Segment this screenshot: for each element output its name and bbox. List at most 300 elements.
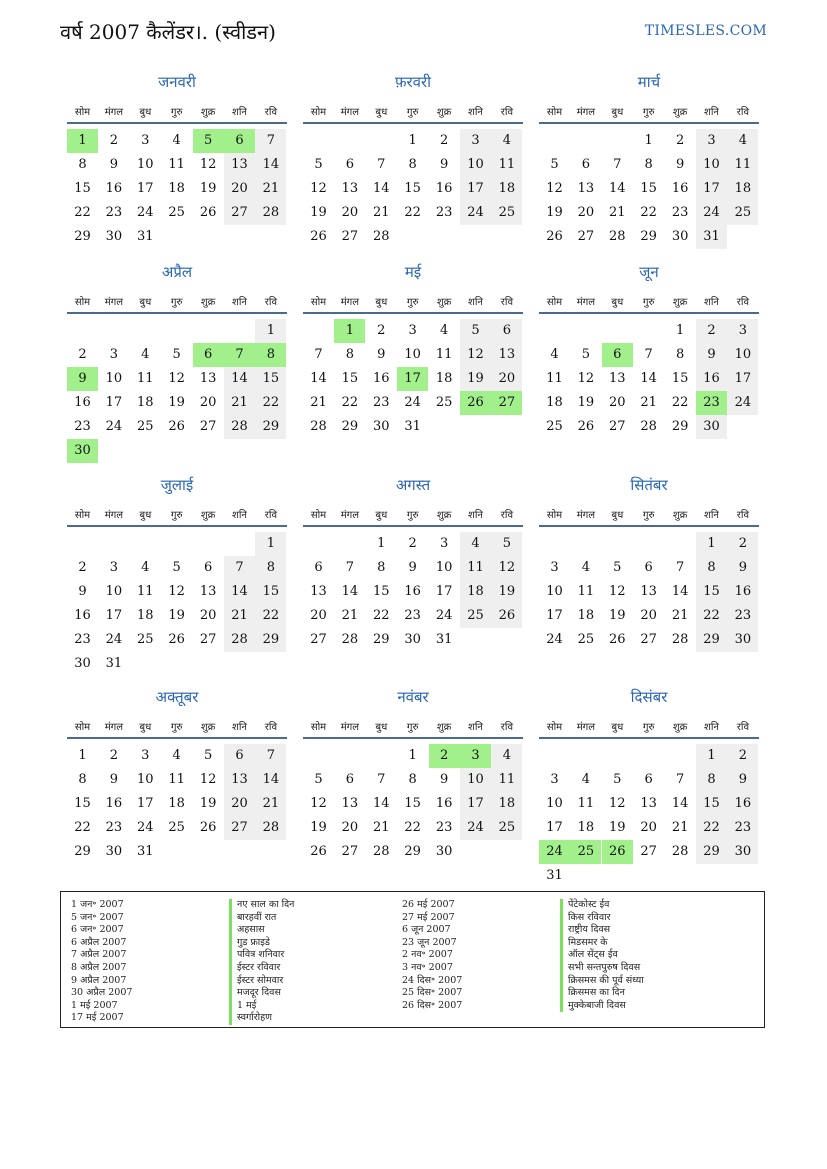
day-cell: 11 [435, 347, 453, 362]
day-cell: 12 [546, 181, 563, 196]
day-cell: 10 [696, 153, 727, 177]
weekday-header: शुक्र [672, 107, 688, 118]
day-cell: 12 [609, 796, 626, 811]
day-cell: 14 [310, 371, 327, 386]
day-cell: 8 [78, 157, 87, 172]
holiday-day-cell: 17 [397, 367, 428, 391]
day-cell: 20 [224, 177, 255, 201]
day-cell: 3 [141, 748, 150, 763]
weekday-header: शुक्र [200, 297, 216, 308]
day-cell: 1 [408, 748, 417, 763]
day-cell: 1 [644, 133, 653, 148]
weekday-header: शनि [232, 107, 247, 118]
weekday-header: बुध [139, 107, 152, 118]
weekday-header: शनि [704, 722, 719, 733]
day-cell: 15 [74, 796, 91, 811]
weekday-header: शुक्र [436, 107, 452, 118]
weekday-header: शनि [704, 510, 719, 521]
day-cell: 17 [137, 181, 154, 196]
weekday-header: रवि [264, 510, 278, 521]
day-cell: 5 [491, 532, 522, 556]
day-cell: 11 [168, 157, 185, 172]
day-cell: 3 [727, 319, 758, 343]
weekday-header: गुरु [170, 297, 183, 308]
day-cell: 8 [696, 768, 727, 792]
day-cell: 31 [696, 225, 727, 249]
day-cell: 8 [345, 347, 355, 362]
weekday-header: रवि [736, 722, 750, 733]
weekday-header: शुक्र [200, 510, 216, 521]
weekday-header: बुध [611, 297, 624, 308]
day-cell: 13 [341, 181, 359, 196]
day-cell: 8 [78, 772, 87, 787]
day-cell: 14 [373, 181, 390, 196]
holiday-day-cell: 3 [460, 744, 491, 768]
weekday-header: बुध [139, 510, 152, 521]
weekday-header: रवि [500, 722, 514, 733]
day-cell: 20 [224, 792, 255, 816]
day-cell: 28 [640, 419, 657, 434]
day-cell: 13 [224, 768, 255, 792]
day-cell: 25 [727, 201, 758, 225]
day-cell: 10 [105, 584, 123, 599]
day-cell: 24 [404, 395, 421, 410]
day-cell: 22 [404, 820, 421, 835]
month-name: अप्रैल [161, 263, 193, 281]
day-cell: 12 [460, 343, 491, 367]
holiday-day-cell: 6 [193, 343, 224, 367]
day-cell: 19 [199, 181, 217, 196]
day-cell: 31 [137, 844, 154, 859]
holiday-date: 26 मई 2007 [402, 899, 455, 910]
day-cell: 19 [168, 395, 185, 410]
weekday-header: मंगल [576, 107, 596, 118]
day-cell: 8 [408, 157, 417, 172]
day-cell: 6 [581, 157, 591, 172]
weekday-header: गुरु [406, 107, 419, 118]
month-name: मार्च [637, 73, 661, 91]
weekday-header: मंगल [576, 510, 596, 521]
day-cell: 10 [460, 768, 491, 792]
day-cell: 20 [640, 820, 657, 835]
day-cell: 30 [696, 415, 727, 439]
day-cell: 1 [255, 319, 286, 343]
day-cell: 13 [199, 584, 217, 599]
day-cell: 23 [373, 395, 390, 410]
day-cell: 16 [727, 792, 758, 816]
weekday-header: रवि [500, 297, 514, 308]
day-cell: 7 [255, 744, 286, 768]
day-cell: 5 [203, 748, 213, 763]
day-cell: 29 [640, 229, 657, 244]
weekday-header: सोम [74, 722, 91, 733]
day-cell: 14 [671, 584, 689, 599]
day-cell: 16 [671, 181, 689, 196]
day-cell: 23 [105, 205, 123, 220]
day-cell: 18 [137, 608, 154, 623]
month-name: जुलाई [160, 476, 194, 494]
day-cell: 20 [640, 608, 657, 623]
holiday-date: 23 जून 2007 [402, 936, 457, 948]
day-cell: 7 [377, 157, 386, 172]
day-cell: 4 [172, 133, 181, 148]
holiday-day-cell: 26 [460, 391, 491, 415]
day-cell: 13 [310, 584, 327, 599]
day-cell: 6 [314, 560, 323, 575]
weekday-header: शनि [232, 722, 247, 733]
day-cell: 19 [199, 796, 217, 811]
holiday-day-cell: 1 [67, 129, 98, 153]
day-cell: 14 [224, 580, 255, 604]
day-cell: 8 [644, 157, 653, 172]
day-cell: 10 [460, 153, 491, 177]
day-cell: 30 [727, 840, 758, 864]
day-cell: 11 [577, 584, 595, 599]
month-name: फ़रवरी [394, 73, 432, 91]
header-rule [539, 525, 759, 527]
day-cell: 29 [255, 628, 286, 652]
day-cell: 21 [255, 792, 286, 816]
day-cell: 3 [460, 129, 491, 153]
holiday-name: ऑल सेंट्स ईव [560, 949, 644, 962]
day-cell: 27 [224, 201, 255, 225]
weekday-header: सोम [546, 297, 563, 308]
holiday-day-cell: 7 [224, 343, 255, 367]
day-cell: 3 [109, 560, 119, 575]
day-cell: 22 [696, 604, 727, 628]
holiday-date: 26 दिस॰ 2007 [402, 999, 463, 1011]
day-cell: 9 [439, 157, 449, 172]
weekday-header: गुरु [642, 107, 655, 118]
day-cell: 30 [373, 419, 390, 434]
day-cell: 5 [172, 560, 181, 575]
day-cell: 24 [460, 816, 491, 840]
day-cell: 18 [137, 395, 154, 410]
weekday-header: शनि [704, 297, 719, 308]
weekday-header: शनि [704, 107, 719, 118]
day-cell: 15 [341, 371, 359, 386]
day-cell: 24 [546, 632, 563, 647]
day-cell: 13 [199, 371, 217, 386]
holiday-name: ईस्टर रविवार [229, 962, 294, 975]
day-cell: 22 [373, 608, 390, 623]
day-cell: 7 [345, 560, 355, 575]
day-cell: 3 [408, 323, 417, 338]
day-cell: 30 [727, 628, 758, 652]
day-cell: 5 [613, 560, 622, 575]
day-cell: 22 [255, 604, 286, 628]
day-cell: 26 [199, 205, 217, 220]
weekday-header: मंगल [104, 297, 124, 308]
day-cell: 15 [255, 580, 286, 604]
day-cell: 7 [644, 347, 653, 362]
day-cell: 7 [377, 772, 386, 787]
weekday-header: गुरु [170, 722, 183, 733]
month-name: दिसंबर [630, 688, 668, 706]
day-cell: 3 [550, 772, 559, 787]
header-rule [67, 122, 287, 124]
day-cell: 1 [78, 748, 87, 763]
day-cell: 7 [224, 556, 255, 580]
day-cell: 9 [408, 560, 417, 575]
weekday-header: मंगल [104, 510, 124, 521]
weekday-header: मंगल [340, 107, 360, 118]
holiday-day-cell: 25 [570, 840, 601, 864]
header-rule [303, 312, 523, 314]
weekday-header: शुक्र [436, 722, 452, 733]
weekday-header: सोम [310, 722, 327, 733]
day-cell: 14 [671, 796, 689, 811]
holiday-list [60, 891, 765, 1028]
holiday-date: 7 अप्रैल 2007 [71, 949, 127, 961]
day-cell: 23 [671, 205, 689, 220]
day-cell: 25 [435, 395, 453, 410]
day-cell: 14 [640, 371, 657, 386]
day-cell: 27 [199, 632, 217, 647]
month-name: जनवरी [158, 73, 196, 91]
header-rule [67, 312, 287, 314]
day-cell: 23 [727, 816, 758, 840]
weekday-header: गुरु [642, 722, 655, 733]
day-cell: 2 [727, 744, 758, 768]
holiday-date: 30 अप्रैल 2007 [71, 987, 133, 999]
day-cell: 10 [137, 772, 154, 787]
day-cell: 9 [675, 157, 685, 172]
day-cell: 3 [439, 536, 449, 551]
day-cell: 5 [314, 772, 323, 787]
day-cell: 18 [577, 820, 595, 835]
day-cell: 20 [199, 608, 217, 623]
day-cell: 9 [109, 157, 119, 172]
holiday-date: 24 दिस॰ 2007 [402, 974, 463, 986]
site-brand-link[interactable]: TIMESLES.COM [644, 23, 767, 39]
day-cell: 6 [644, 560, 653, 575]
day-cell: 7 [675, 560, 685, 575]
day-cell: 13 [224, 153, 255, 177]
day-cell: 1 [696, 532, 727, 556]
day-cell: 24 [137, 205, 154, 220]
holiday-date: 6 जून 2007 [402, 924, 451, 936]
day-cell: 18 [577, 608, 595, 623]
day-cell: 5 [581, 347, 591, 362]
weekday-header: शनि [468, 722, 483, 733]
day-cell: 1 [408, 133, 417, 148]
weekday-header: मंगल [340, 297, 360, 308]
day-cell: 17 [696, 177, 727, 201]
weekday-header: शुक्र [200, 722, 216, 733]
day-cell: 20 [341, 205, 359, 220]
header-rule [67, 525, 287, 527]
day-cell: 24 [105, 419, 123, 434]
day-cell: 22 [74, 205, 91, 220]
weekday-header: बुध [375, 722, 388, 733]
day-cell: 30 [671, 229, 689, 244]
day-cell: 31 [546, 868, 563, 883]
day-cell: 3 [550, 560, 559, 575]
holiday-day-cell: 24 [539, 840, 570, 864]
holiday-name: नए साल का दिन [229, 899, 294, 912]
day-cell: 23 [105, 820, 123, 835]
day-cell: 22 [255, 391, 286, 415]
day-cell: 19 [491, 580, 522, 604]
day-cell: 30 [404, 632, 421, 647]
weekday-header: शुक्र [200, 107, 216, 118]
day-cell: 6 [203, 560, 213, 575]
day-cell: 25 [137, 419, 154, 434]
day-cell: 27 [577, 229, 595, 244]
day-cell: 26 [491, 604, 522, 628]
weekday-header: मंगल [576, 297, 596, 308]
day-cell: 20 [577, 205, 595, 220]
day-cell: 14 [609, 181, 626, 196]
weekday-header: शुक्र [672, 510, 688, 521]
day-cell: 12 [609, 584, 626, 599]
weekday-header: शुक्र [436, 510, 452, 521]
day-cell: 16 [696, 367, 727, 391]
holiday-day-cell: 23 [696, 391, 727, 415]
day-cell: 23 [404, 608, 421, 623]
holiday-name: मुक्केबाजी दिवस [560, 1000, 644, 1013]
weekday-header: गुरु [170, 107, 183, 118]
weekday-header: बुध [611, 722, 624, 733]
day-cell: 27 [609, 419, 626, 434]
day-cell: 27 [640, 844, 657, 859]
weekday-header: गुरु [406, 297, 419, 308]
weekday-header: सोम [546, 722, 563, 733]
day-cell: 14 [373, 796, 390, 811]
day-cell: 18 [546, 395, 563, 410]
day-cell: 1 [255, 532, 286, 556]
day-cell: 19 [609, 608, 626, 623]
weekday-header: गुरु [642, 297, 655, 308]
day-cell: 24 [460, 201, 491, 225]
holiday-date: 8 अप्रैल 2007 [71, 961, 127, 973]
day-cell: 17 [105, 395, 123, 410]
day-cell: 28 [373, 844, 390, 859]
day-cell: 27 [640, 632, 657, 647]
day-cell: 11 [491, 153, 522, 177]
day-cell: 12 [491, 556, 522, 580]
day-cell: 19 [609, 820, 626, 835]
day-cell: 8 [675, 347, 685, 362]
day-cell: 26 [199, 820, 217, 835]
day-cell: 28 [671, 632, 689, 647]
month-name: जून [639, 263, 659, 281]
day-cell: 26 [577, 419, 595, 434]
day-cell: 4 [141, 560, 150, 575]
day-cell: 13 [640, 584, 657, 599]
day-cell: 1 [675, 323, 685, 338]
day-cell: 29 [696, 840, 727, 864]
day-cell: 15 [696, 792, 727, 816]
day-cell: 6 [345, 157, 355, 172]
weekday-header: शनि [232, 510, 247, 521]
weekday-header: बुध [375, 107, 388, 118]
day-cell: 12 [168, 371, 185, 386]
day-cell: 15 [404, 181, 421, 196]
weekday-header: सोम [310, 297, 327, 308]
day-cell: 28 [255, 816, 286, 840]
day-cell: 9 [439, 772, 449, 787]
day-cell: 17 [460, 792, 491, 816]
day-cell: 21 [373, 820, 390, 835]
day-cell: 6 [491, 319, 522, 343]
day-cell: 13 [341, 796, 359, 811]
month-name: अक्तूबर [155, 688, 199, 706]
day-cell: 29 [255, 415, 286, 439]
day-cell: 21 [640, 395, 657, 410]
day-cell: 22 [74, 820, 91, 835]
day-cell: 27 [224, 816, 255, 840]
day-cell: 23 [727, 604, 758, 628]
day-cell: 3 [109, 347, 119, 362]
day-cell: 14 [255, 153, 286, 177]
day-cell: 29 [404, 844, 421, 859]
weekday-header: रवि [264, 107, 278, 118]
weekday-header: सोम [74, 107, 91, 118]
day-cell: 15 [404, 796, 421, 811]
holiday-date: 6 अप्रैल 2007 [71, 936, 127, 948]
weekday-header: रवि [736, 107, 750, 118]
day-cell: 5 [550, 157, 559, 172]
holiday-day-cell: 1 [334, 319, 365, 343]
day-cell: 20 [609, 395, 626, 410]
day-cell: 19 [310, 205, 327, 220]
day-cell: 26 [310, 844, 327, 859]
day-cell: 8 [696, 556, 727, 580]
day-cell: 11 [491, 768, 522, 792]
day-cell: 29 [373, 632, 390, 647]
day-cell: 2 [727, 532, 758, 556]
day-cell: 7 [675, 772, 685, 787]
holiday-names-column-2 [560, 899, 644, 1012]
day-cell: 6 [644, 772, 653, 787]
day-cell: 11 [168, 772, 185, 787]
page-title: वर्ष 2007 कैलेंडर।. (स्वीडन) [60, 20, 276, 44]
day-cell: 13 [640, 796, 657, 811]
day-cell: 28 [224, 415, 255, 439]
holiday-date: 1 मई 2007 [71, 999, 118, 1011]
holiday-name: अहसास [229, 924, 294, 937]
weekday-header: रवि [264, 722, 278, 733]
day-cell: 28 [224, 628, 255, 652]
day-cell: 18 [460, 580, 491, 604]
day-cell: 2 [78, 560, 87, 575]
holiday-date: 17 मई 2007 [71, 1012, 124, 1024]
day-cell: 22 [640, 205, 657, 220]
weekday-header: मंगल [104, 107, 124, 118]
day-cell: 24 [435, 608, 453, 623]
holiday-dates-column-1 [71, 899, 132, 1025]
header-rule [539, 312, 759, 314]
holiday-day-cell: 30 [67, 439, 98, 463]
header-rule [539, 737, 759, 739]
day-cell: 12 [199, 772, 217, 787]
holiday-day-cell: 6 [224, 129, 255, 153]
holiday-date: 5 जन॰ 2007 [71, 911, 124, 923]
day-cell: 31 [404, 419, 421, 434]
day-cell: 21 [671, 608, 689, 623]
day-cell: 8 [255, 556, 286, 580]
day-cell: 10 [435, 560, 453, 575]
weekday-header: सोम [74, 510, 91, 521]
day-cell: 2 [675, 133, 685, 148]
weekday-header: शुक्र [436, 297, 452, 308]
holiday-name: पवित्र शनिवार [229, 949, 294, 962]
day-cell: 15 [373, 584, 390, 599]
day-cell: 22 [404, 205, 421, 220]
day-cell: 1 [696, 744, 727, 768]
